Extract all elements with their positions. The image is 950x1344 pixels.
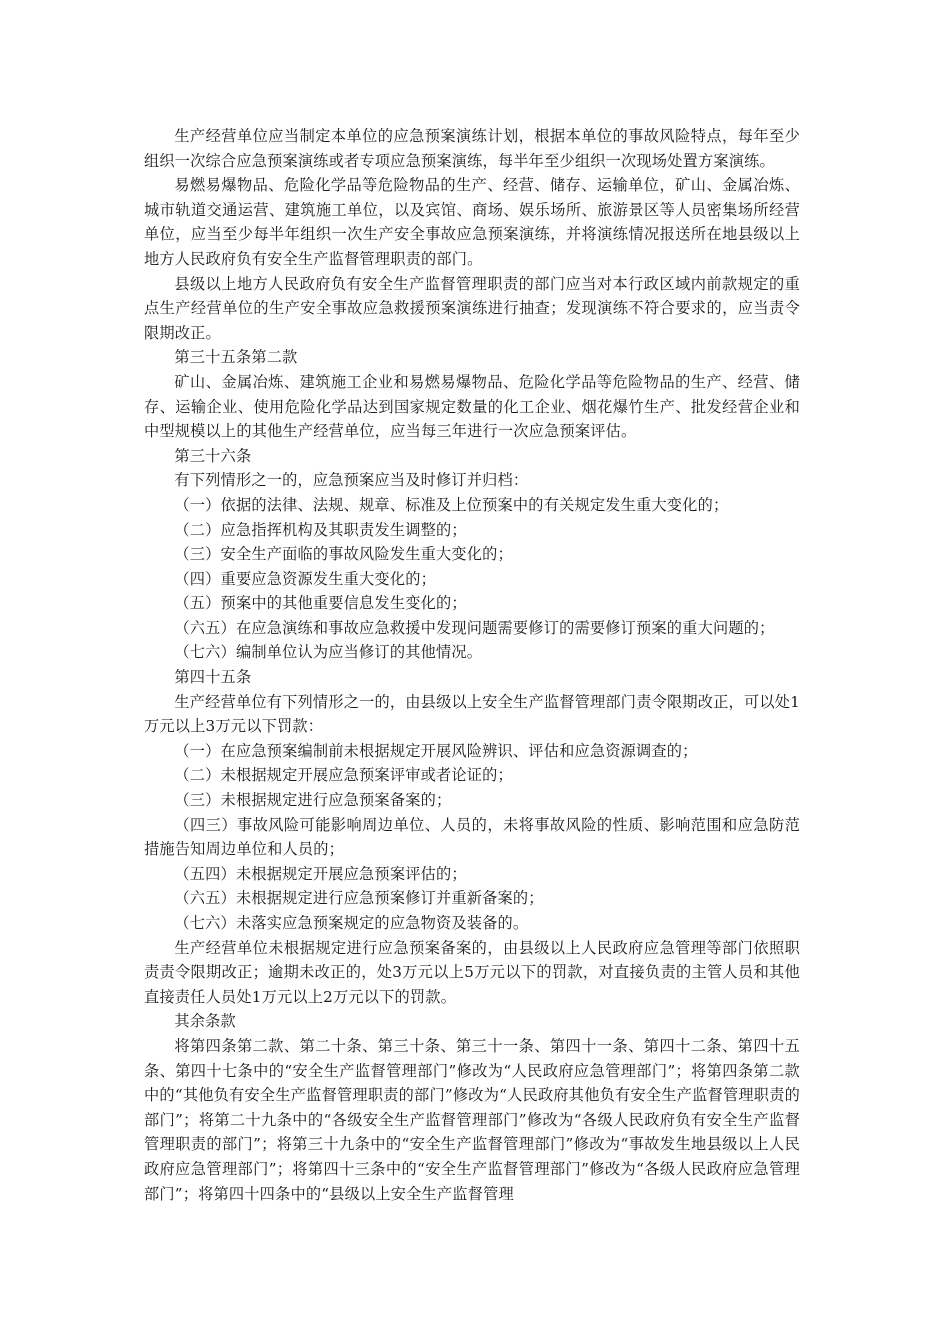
list-item: （二）应急指挥机构及其职责发生调整的； <box>174 520 467 539</box>
list-item: （一）在应急预案编制前未根据规定开展风险辨识、评估和应急资源调查的； <box>174 741 698 760</box>
list-item: （三）安全生产面临的事故风险发生重大变化的； <box>174 545 513 564</box>
paragraph: 生产经营单位应当制定本单位的应急预案演练计划，根据本单位的事故风险特点，每年至少组织一次综合应急预案演练或者专项应急预案演练，每半年至少组织一次现场处置方案演练。 <box>144 127 800 170</box>
list-item: （五）预案中的其他重要信息发生变化的； <box>174 594 467 613</box>
list-item: （二）未根据规定开展应急预案评审或者论证的； <box>174 766 513 785</box>
list-item: （四）重要应急资源发生重大变化的； <box>174 569 436 588</box>
list-item: （七六）编制单位认为应当修订的其他情况。 <box>174 643 483 662</box>
list-item: （五四）未根据规定开展应急预案评估的； <box>174 864 467 883</box>
list-item: （六五）在应急演练和事故应急救援中发现问题需要修订的需要修订预案的重大问题的； <box>174 618 775 637</box>
paragraph: 生产经营单位有下列情形之一的，由县级以上安全生产监督管理部门责令限期改正，可以处1万元以上3万元以下罚款： <box>144 692 800 736</box>
list-item: （四三）事故风险可能影响周边单位、人员的，未将事故风险的性质、影响范围和应急防范措施告知周边单位和人员的； <box>144 815 800 859</box>
paragraph: 县级以上地方人民政府负有安全生产监督管理职责的部门应当对本行政区域内前款规定的重点生产经营单位的生产安全事故应急救援预案演练进行抽查；发现演练不符合要求的，应当责令限期改正。 <box>144 274 800 342</box>
article-heading: 第三十六条 <box>174 446 252 465</box>
article-heading: 其余条款 <box>174 1012 236 1031</box>
article-heading: 第四十五条 <box>174 668 252 687</box>
article-heading: 第三十五条第二款 <box>174 348 298 367</box>
paragraph: 生产经营单位未根据规定进行应急预案备案的，由县级以上人民政府应急管理等部门依照职责责令限期改正；逾期未改正的，处3万元以上5万元以下的罚款，对直接负责的主管人员和其他直接责任人员处1万元以上2万元以下的罚款。 <box>144 938 800 1006</box>
paragraph: 有下列情形之一的，应急预案应当及时修订并归档： <box>174 471 529 490</box>
list-item: （七六）未落实应急预案规定的应急物资及装备的。 <box>174 914 529 932</box>
list-item: （一）依据的法律、法规、规章、标准及上位预案中的有关规定发生重大变化的； <box>174 495 729 514</box>
paragraph: 矿山、金属冶炼、建筑施工企业和易燃易爆物品、危险化学品等危险物品的生产、经营、储存、运输企业、使用危险化学品达到国家规定数量的化工企业、烟花爆竹生产、批发经营企业和中型规模以上的其他生产经营单位，应当每三年进行一次应急预案评估。 <box>144 372 800 441</box>
paragraph: 将第四条第二款、第二十条、第三十条、第三十一条、第四十一条、第四十二条、第四十五条、第四十七条中的“安全生产监督管理部门”修改为“人民政府应急管理部门”；将第四条第二款中的“其他负有安全生产监督管理职责的部门”修改为“人民政府其他负有安全生产监督管理职责的部门”；将第二十九条中的“各级安全生产监督管理部门”修改为“各级人民政府负有安全生产监督管理职责的部门”；将第三十九条中的“安全生产监督管理部门”修改为“事故发生地县级以上人民政府应急管理部门”；将第四十三条中的“安全生产监督管理部门”修改为“各级人民政府应急管理部门”；将第四十四条中的“县级以上安全生产监督管理 <box>144 1036 800 1203</box>
list-item: （六五）未根据规定进行应急预案修订并重新备案的； <box>174 889 544 908</box>
paragraph: 易燃易爆物品、危险化学品等危险物品的生产、经营、储存、运输单位，矿山、金属冶炼、城市轨道交通运营、建筑施工单位，以及宾馆、商场、娱乐场所、旅游景区等人员密集场所经营单位，应当至少每半年组织一次生产安全事故应急预案演练，并将演练情况报送所在地县级以上地方人民政府负有安全生产监督管理职责的部门。 <box>144 176 800 268</box>
list-item: （三）未根据规定进行应急预案备案的； <box>174 791 452 810</box>
document-page <box>144 124 800 1206</box>
